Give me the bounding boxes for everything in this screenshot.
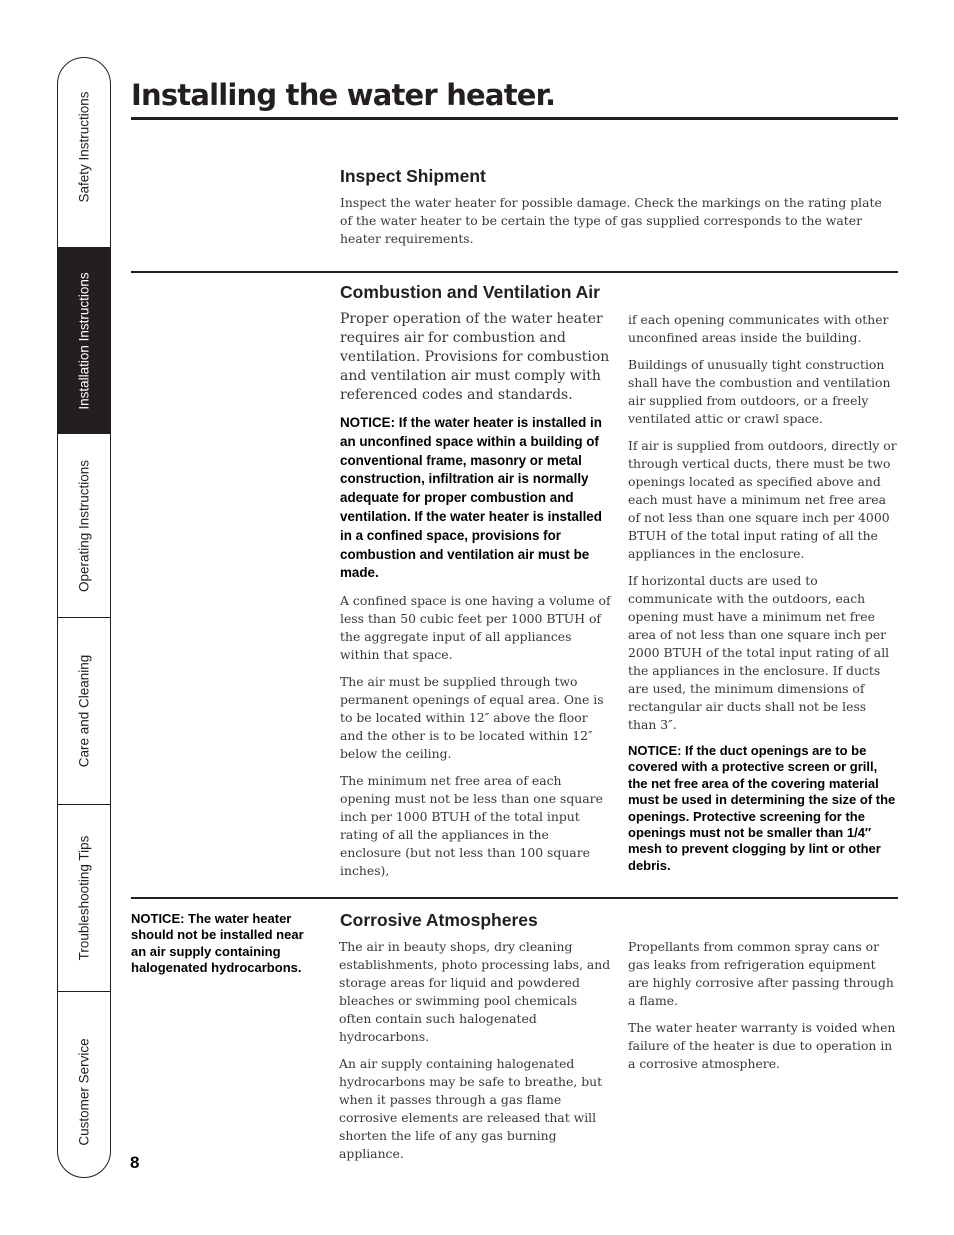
tab-label: Installation Instructions [76,271,92,410]
combustion-paragraph: if each opening communicates with other unconfined areas inside the building. [628,312,889,345]
tab-label: Safety Instructions [76,90,92,203]
combustion-notice: NOTICE: If the water heater is installed in an unconfined space within a building of conventional frame, masonry or metal construction, infiltration air is normally adequate for proper combustion and ventilation. If the water heater is installed in a confined space, provisions for combustion and ventilation air must be made. [340,415,602,581]
section-divider [131,271,898,273]
page-number: 8 [130,1153,140,1172]
combustion-paragraph: The air must be supplied through two permanent openings of equal area. One is to be located within 12″ above the floor and the other is to be located within 12″ below the ceiling. [340,674,604,762]
tab-care-and-cleaning[interactable] [58,618,110,805]
page-title: Installing the water heater. [131,78,556,112]
duct-screen-notice: NOTICE: If the duct openings are to be covered with a protective screen or grill, the net free area of the covering material must be used in determining the size of the openings. Protective screening for the openings must not be smaller than 1/4″ mesh to prevent clogging by lint or other debris. [628,743,896,873]
tab-customer-service[interactable] [58,992,110,1178]
combustion-paragraph: A confined space is one having a volume of less than 50 cubic feet per 1000 BTUH of the aggregate input of all appliances within that space. [340,593,611,663]
corrosive-paragraph: An air supply containing halogenated hydrocarbons may be safe to breathe, but when it passes through a gas flame corrosive elements are released that will shorten the life of any gas burning appliance. [339,1056,603,1161]
combustion-paragraph: Proper operation of the water heater requires air for combustion and ventilation. Provisions for combustion and ventilation air must comply with referenced codes and standards. [340,311,610,403]
corrosive-paragraph: Propellants from common spray cans or gas leaks from refrigeration equipment are highly corrosive after passing through a flame. [628,939,894,1008]
corrosive-right-column [628,938,900,1082]
corrosive-paragraph: The air in beauty shops, dry cleaning establishments, photo processing labs, and storage areas for liquid and powdered bleaches or swimming pool chemicals often contain such halogenated hydrocarbons. [339,939,611,1044]
inspect-shipment-section [340,194,892,257]
tab-operating-instructions[interactable] [58,434,110,618]
title-divider [131,117,898,120]
inspect-shipment-text: Inspect the water heater for possible damage. Check the markings on the rating plate of the water heater to be certain the type of gas supplied corresponds to the water heater requirements. [340,195,882,246]
combustion-left-column [340,310,612,889]
section-divider [131,897,898,899]
halogenated-notice: NOTICE: The water heater should not be installed near an air supply containing halogenated hydrocarbons. [131,911,304,976]
combustion-paragraph: Buildings of unusually tight construction shall have the combustion and ventilation air supplied from outdoors, or a freely ventilated attic or crawl space. [628,357,891,426]
corrosive-paragraph: The water heater warranty is voided when failure of the heater is due to operation in a corrosive atmosphere. [628,1020,896,1071]
tab-label: Operating Instructions [76,459,92,592]
combustion-paragraph: If air is supplied from outdoors, directly or through vertical ducts, there must be two openings located as specified above and each must have a minimum net free area of not less than one square inch per 4000 BTUH of the total input rating of all the appliances in the enclosure. [628,438,897,561]
tab-safety-instructions[interactable] [58,58,110,248]
tab-label: Care and Cleaning [76,654,92,768]
combustion-paragraph: If horizontal ducts are used to communicate with the outdoors, each opening must have a minimum net free area of not less than one square inch per 2000 BTUH of the total input rating of all the appliances in the enclosure. If ducts are used, the minimum dimensions of rectangular air ducts shall not be less than 3″. [628,573,890,732]
corrosive-heading: Corrosive Atmospheres [340,910,538,930]
tab-label: Troubleshooting Tips [76,835,92,961]
combustion-heading: Combustion and Ventilation Air [340,282,600,302]
tab-troubleshooting-tips[interactable] [58,805,110,992]
side-tab-bar [57,57,111,1178]
tab-label: Customer Service [76,1037,92,1146]
corrosive-left-column [339,938,613,1172]
tab-installation-instructions[interactable] [58,248,110,434]
combustion-paragraph: The minimum net free area of each opening must not be less than one square inch per 1000 BTUH of the total input rating of all the appliances in the enclosure (but not less than 100 square inches), [340,773,603,879]
combustion-right-column [628,311,898,883]
inspect-shipment-heading: Inspect Shipment [340,166,486,186]
